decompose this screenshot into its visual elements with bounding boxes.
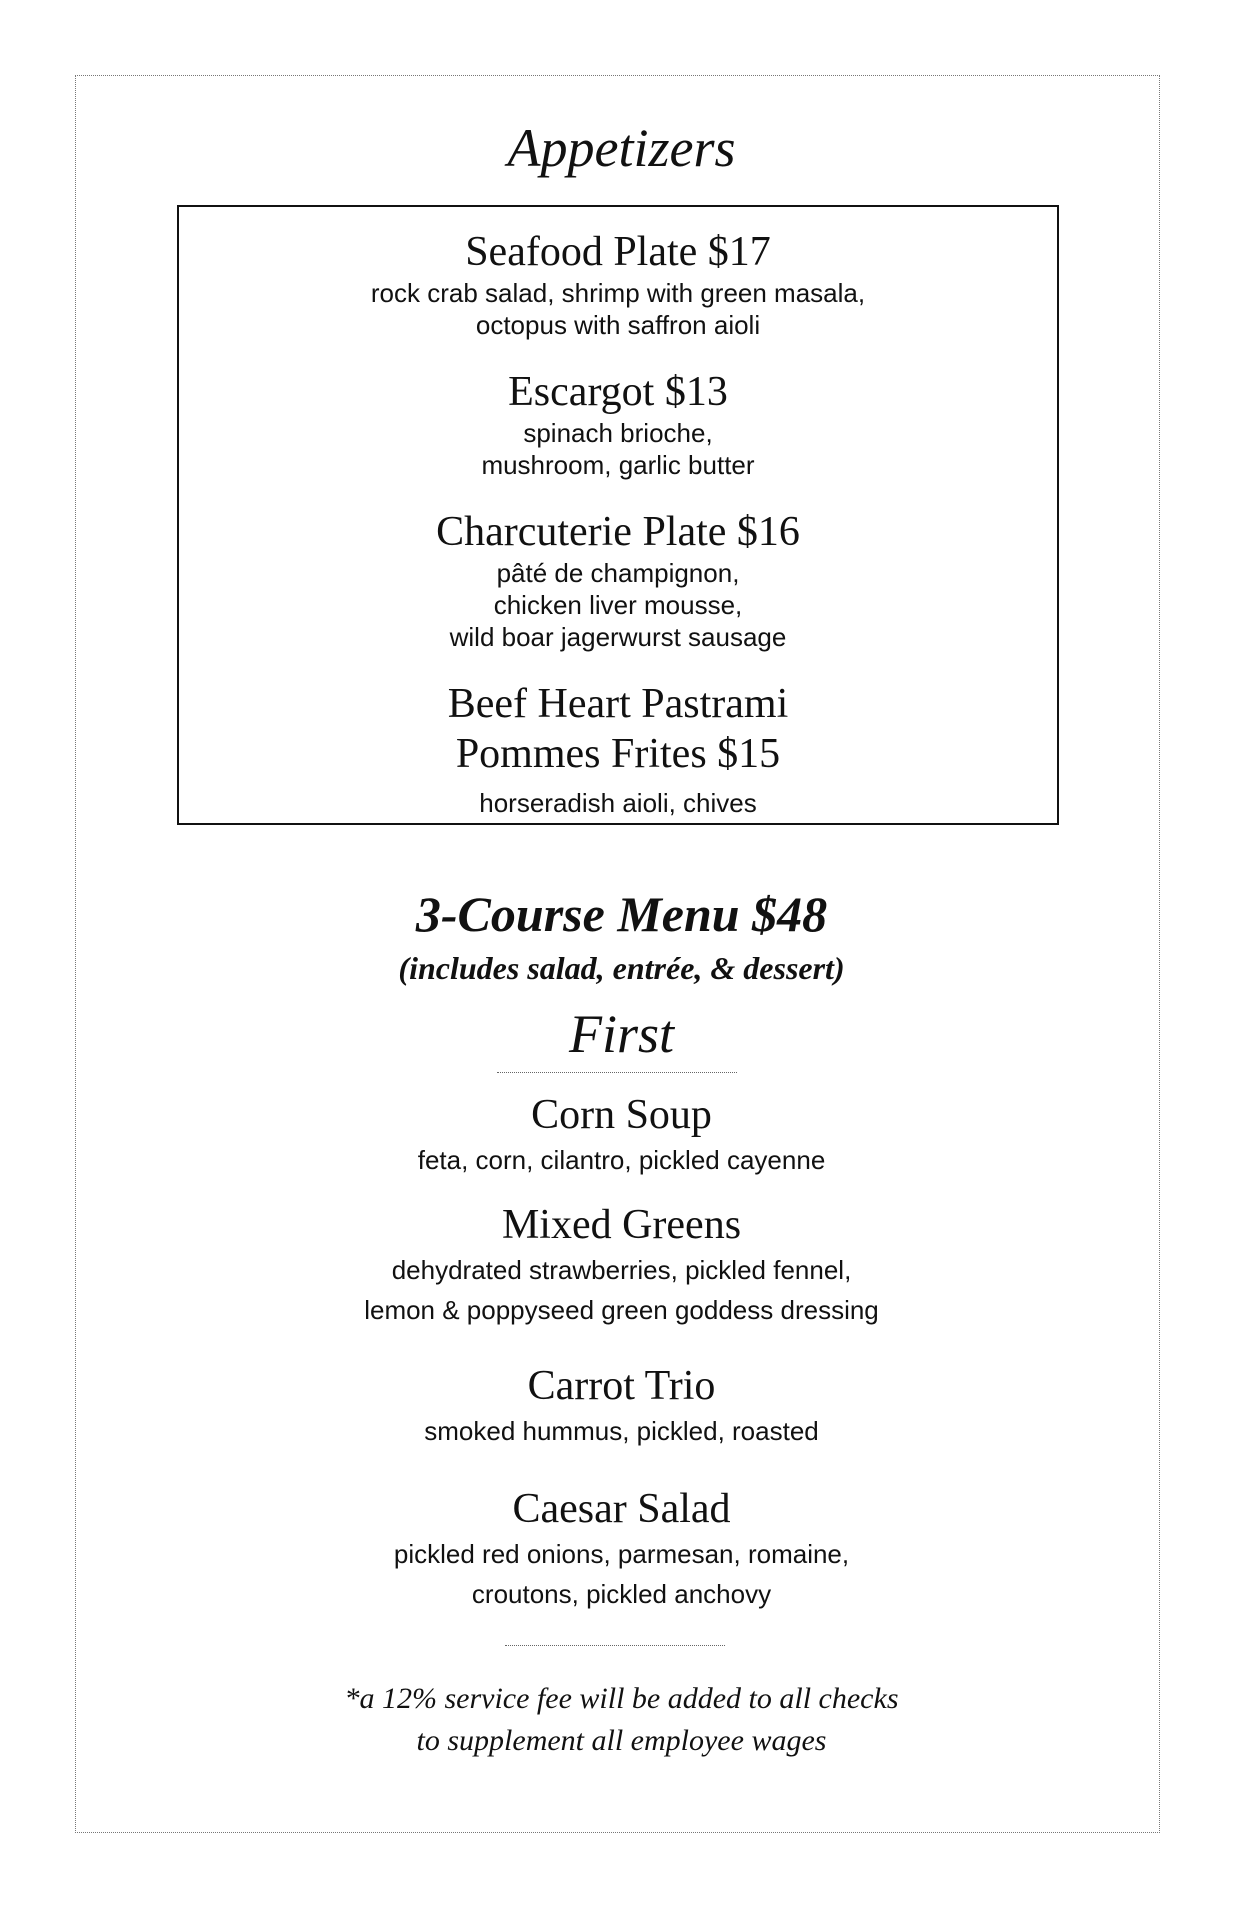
item-name: Charcuterie Plate $16 xyxy=(436,509,800,555)
item-name: Mixed Greens xyxy=(501,1202,742,1248)
item-desc: octopus with saffron aioli xyxy=(475,310,761,340)
item-desc: wild boar jagerwurst sausage xyxy=(449,622,787,652)
item-name: Pommes Frites $15 xyxy=(455,731,781,777)
divider xyxy=(497,1072,737,1073)
item-desc: lemon & poppyseed green goddess dressing xyxy=(364,1295,879,1325)
item-desc: spinach brioche, xyxy=(523,418,713,448)
appetizers-heading: Appetizers xyxy=(507,118,736,178)
item-desc: dehydrated strawberries, pickled fennel, xyxy=(391,1255,852,1285)
menu-item xyxy=(0,1200,1243,1330)
item-name: Caesar Salad xyxy=(512,1486,731,1532)
menu-item xyxy=(179,507,1057,653)
menu-item xyxy=(179,367,1057,481)
item-desc: pickled red onions, parmesan, romaine, xyxy=(393,1539,850,1569)
appetizers-box xyxy=(177,205,1059,825)
item-desc: mushroom, garlic butter xyxy=(481,450,755,480)
item-desc: horseradish aioli, chives xyxy=(479,788,757,818)
service-fee-note: *a 12% service fee will be added to all checks xyxy=(344,1682,899,1715)
item-desc: smoked hummus, pickled, roasted xyxy=(424,1416,819,1446)
item-name: Corn Soup xyxy=(531,1092,712,1138)
item-desc: feta, corn, cilantro, pickled cayenne xyxy=(417,1145,826,1175)
menu-item xyxy=(0,1361,1243,1451)
menu-item xyxy=(0,1090,1243,1180)
item-desc: rock crab salad, shrimp with green masala, xyxy=(370,278,866,308)
course-menu-subtitle: (includes salad, entrée, & dessert) xyxy=(398,950,845,986)
course-menu-title: 3-Course Menu $48 xyxy=(415,886,828,942)
item-name: Beef Heart Pastrami xyxy=(447,681,789,727)
item-desc: pâté de champignon, xyxy=(496,558,740,588)
item-desc: chicken liver mousse, xyxy=(493,590,743,620)
service-fee-note: to supplement all employee wages xyxy=(416,1724,827,1757)
menu-item xyxy=(179,227,1057,341)
item-name: Carrot Trio xyxy=(527,1363,716,1409)
item-name: Seafood Plate $17 xyxy=(465,229,771,275)
menu-item xyxy=(179,679,1057,819)
item-name: Escargot $13 xyxy=(508,369,728,415)
item-desc: croutons, pickled anchovy xyxy=(471,1579,772,1609)
menu-item xyxy=(0,1484,1243,1614)
first-course-heading: First xyxy=(568,1004,675,1064)
divider xyxy=(505,1645,725,1646)
